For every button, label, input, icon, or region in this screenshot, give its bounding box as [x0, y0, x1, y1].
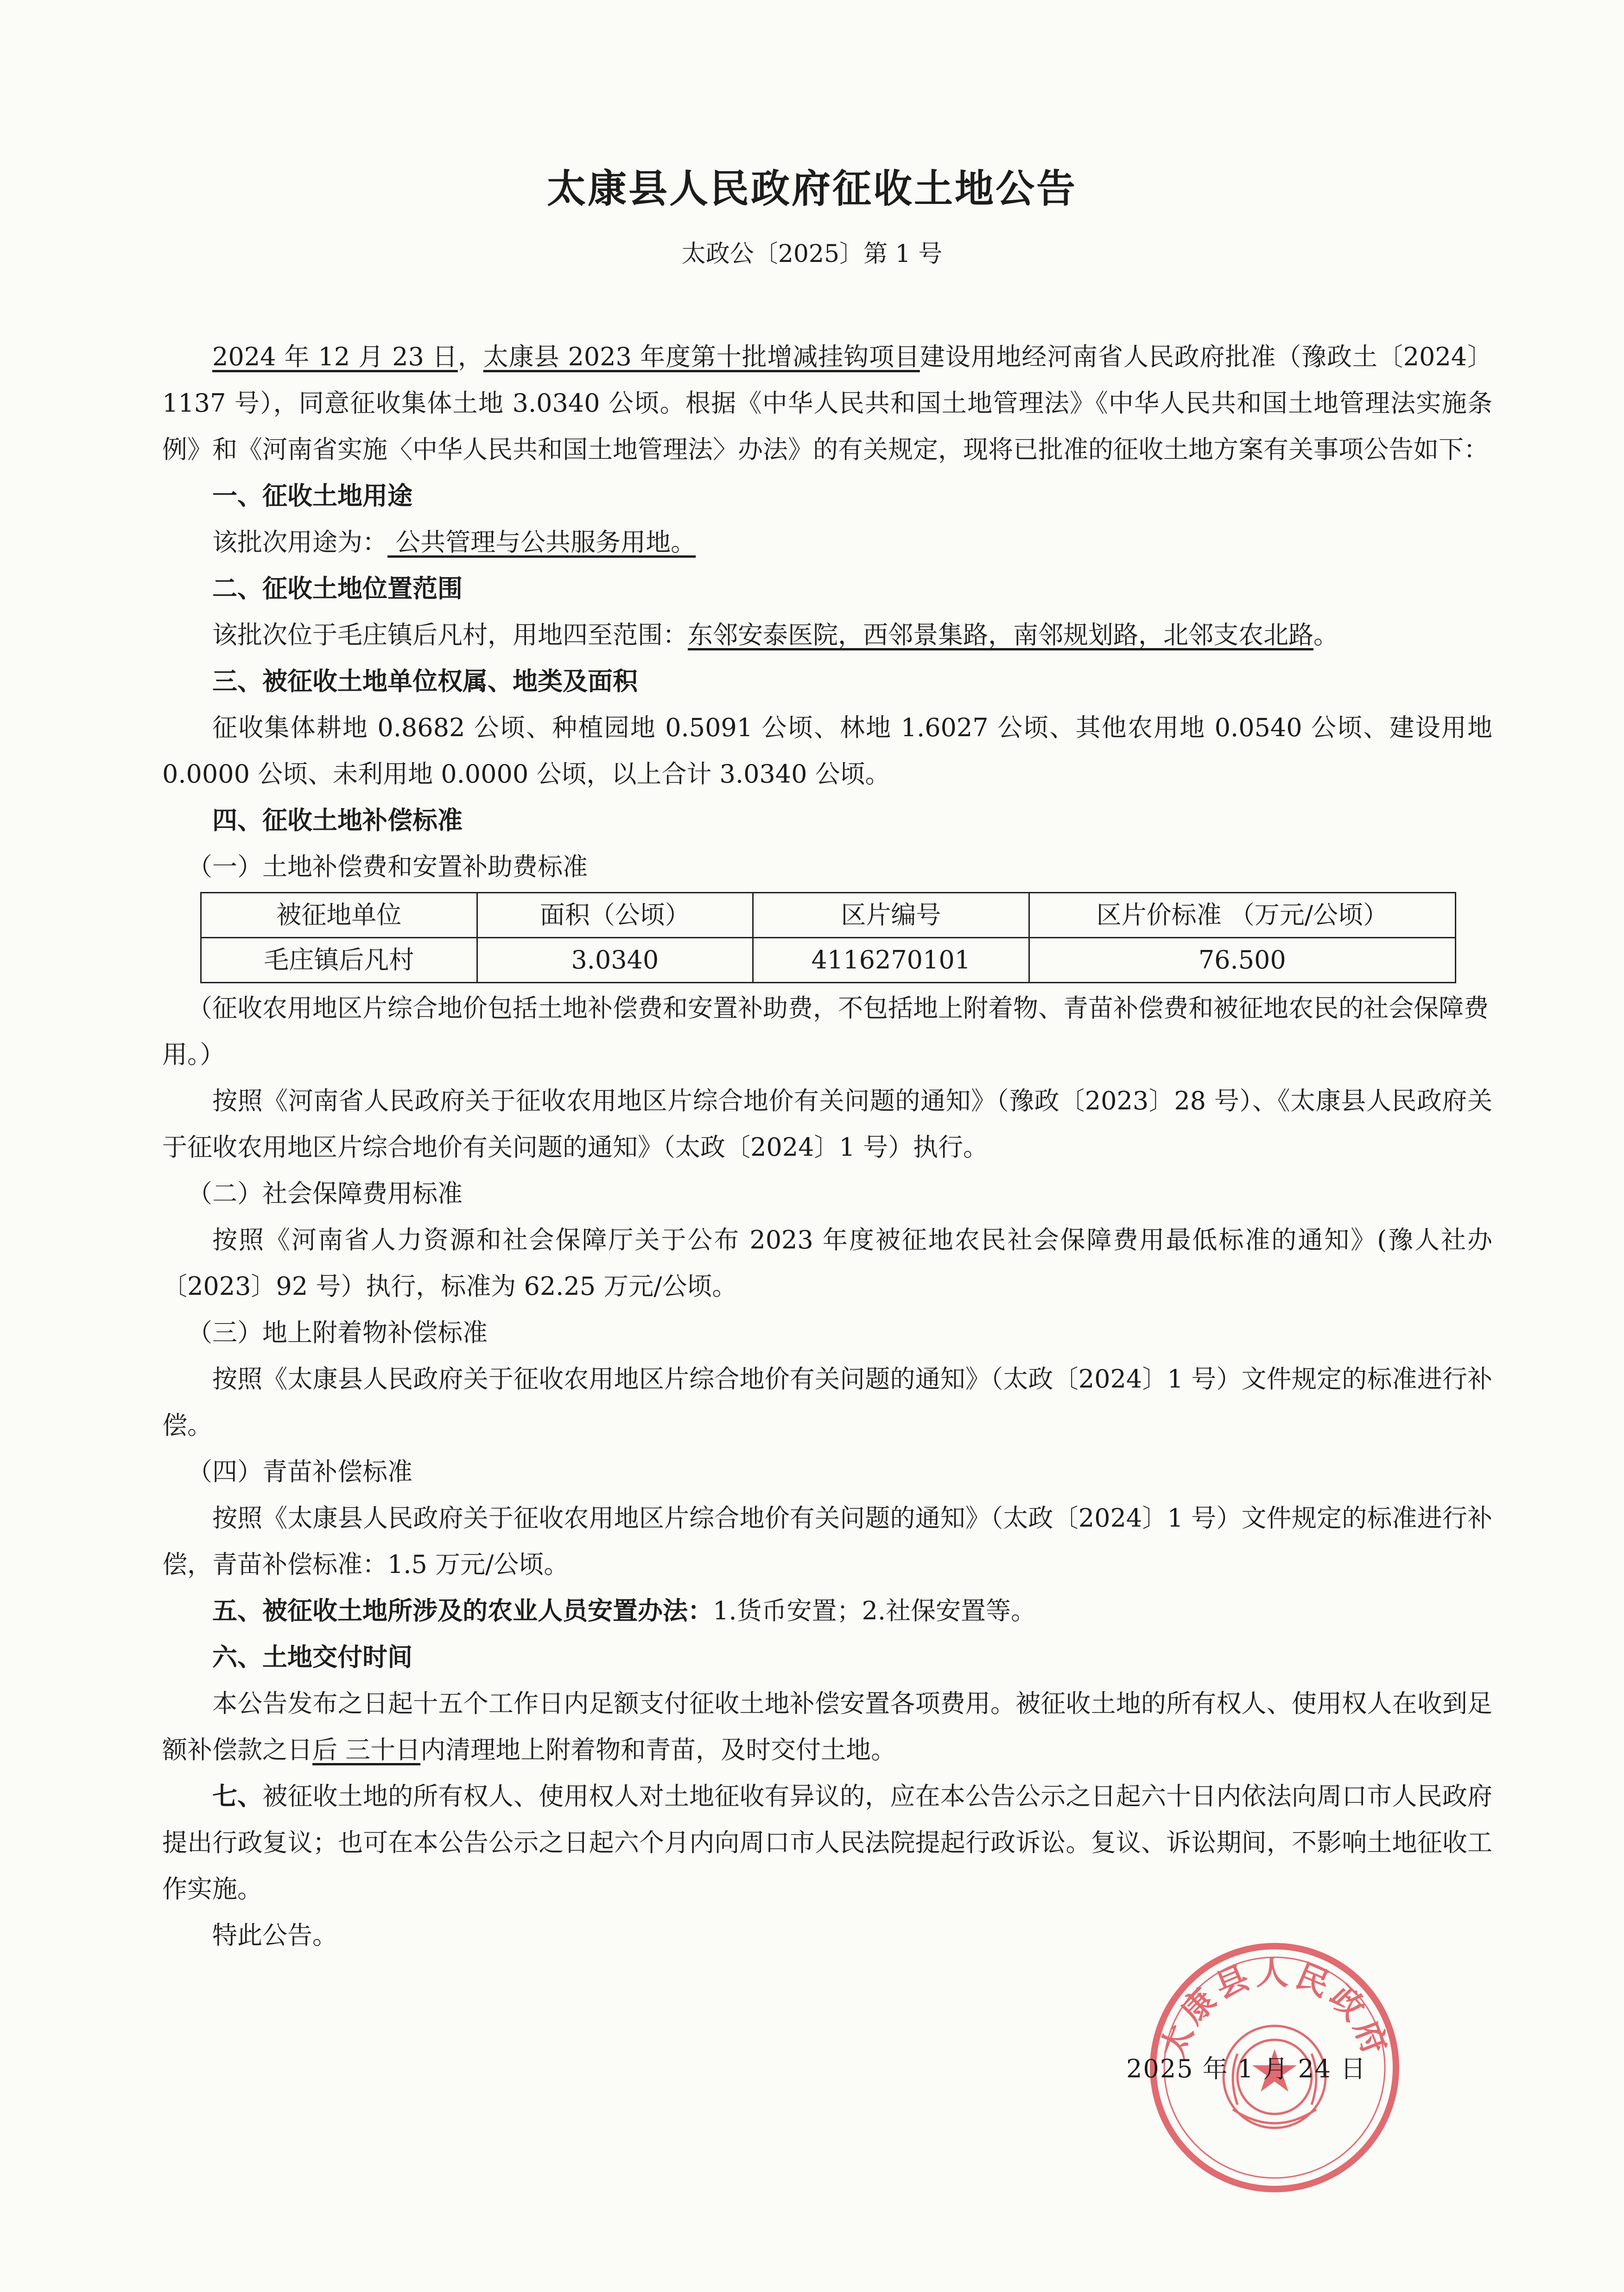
table-cell: 76.500: [1029, 938, 1455, 983]
table-row: [201, 938, 1456, 983]
compensation-table: [200, 892, 1456, 983]
document-body: [162, 334, 1492, 1959]
boundary-value: 东邻安泰医院，西邻景集路，南邻规划路，北邻支农北路: [688, 620, 1313, 649]
seal-text: 太康县人民政府: [1153, 1954, 1396, 2064]
signature-date: 2025 年 1 月 24 日: [1126, 2054, 1367, 2083]
section-6-text: 本公告发布之日起十五个工作日内足额支付征收土地补偿安置各项费用。被征收土地的所有权人、使用权人在收到足额补偿款之日后 三十日内清理地上附着物和青苗，及时交付土地。: [162, 1689, 1492, 1764]
section-3-heading: 三、被征收土地单位权属、地类及面积: [212, 667, 638, 696]
intro-project: 太康县 2023 年度第十批增减挂钩项目: [483, 342, 920, 371]
table-cell: 4116270101: [753, 938, 1029, 983]
section-4-sub-2: （二）社会保障费用标准: [187, 1179, 463, 1208]
table-header-cell: 区片价标准 （万元/公顷）: [1029, 893, 1455, 938]
table-cell: 毛庄镇后凡村: [201, 938, 477, 983]
section-7: [162, 1773, 1492, 1912]
section-3-text: 征收集体耕地 0.8682 公顷、种植园地 0.5091 公顷、林地 1.6027 公顷、其他农用地 0.0540 公顷、建设用地 0.0000 公顷、未利用地 0.0000 公顷，以上合计 3.0340 公顷。: [162, 713, 1492, 789]
section-2-text: 该批次位于毛庄镇后凡村，用地四至范围：东邻安泰医院，西邻景集路，南邻规划路，北邻支农北路。: [212, 620, 1339, 649]
section-4-sub-3-text: 按照《太康县人民政府关于征收农用地区片综合地价有关问题的通知》（太政〔2024〕1 号）文件规定的标准进行补偿。: [162, 1364, 1492, 1440]
document-number: 太政公〔2025〕第 1 号: [681, 240, 943, 268]
section-4-sub-4: （四）青苗补偿标准: [187, 1457, 412, 1486]
section-4-sub-2-text: 按照《河南省人力资源和社会保障厅关于公布 2023 年度被征地农民社会保障费用最低标准的通知》(豫人社办〔2023〕92 号）执行，标准为 62.25 万元/公顷。: [162, 1225, 1492, 1301]
section-1-text: 该批次用途为： 公共管理与公共服务用地。: [212, 528, 696, 557]
section-5: [162, 1588, 1492, 1634]
table-header-cell: 被征地单位: [201, 893, 477, 938]
section-2-heading: 二、征收土地位置范围: [212, 574, 463, 603]
land-use-value: 公共管理与公共服务用地。: [387, 528, 696, 557]
section-4-basis: 按照《河南省人民政府关于征收农用地区片综合地价有关问题的通知》（豫政〔2023〕28 号）、《太康县人民政府关于征收农用地区片综合地价有关问题的通知》（太政〔2024〕1 号）执行。: [162, 1086, 1492, 1162]
table-header-cell: 区片编号: [753, 893, 1029, 938]
table-header-row: [201, 893, 1456, 938]
section-4-heading: 四、征收土地补偿标准: [212, 806, 463, 835]
section-4-sub-3: （三）地上附着物补偿标准: [187, 1318, 488, 1347]
delivery-period: 后 三十日: [312, 1735, 421, 1764]
section-4-note: （征收农用地区片综合地价包括土地补偿费和安置补助费，不包括地上附着物、青苗补偿费和被征地农民的社会保障费用。）: [162, 993, 1489, 1069]
section-7-text: 被征收土地的所有权人、使用权人对土地征收有异议的，应在本公告公示之日起六十日内依法向周口市人民政府提出行政复议；也可在本公告公示之日起六个月内向周口市人民法院提起行政诉讼。复议、诉讼期间，不影响土地征收工作实施。: [162, 1782, 1493, 1904]
table-header-cell: 面积（公顷）: [477, 893, 753, 938]
intro-paragraph: 2024 年 12 月 23 日，太康县 2023 年度第十批增减挂钩项目建设用地经河南省人民政府批准（豫政土〔2024〕1137 号），同意征收集体土地 3.0340 公顷。根据《中华人民共和国土地管理法》《中华人民共和国土地管理法实施条例》和《河南省实施〈中华人民共和国土地管理法〉办法》的有关规定，现将已批准的征收土地方案有关事项公告如下：: [162, 342, 1492, 464]
section-5-text: 1.货币安置；2.社保安置等。: [713, 1596, 1036, 1625]
section-5-heading: 五、被征收土地所涉及的农业人员安置办法：: [212, 1596, 713, 1625]
table-cell: 3.0340: [477, 938, 753, 983]
svg-text:太康县人民政府: [1153, 1954, 1396, 2063]
section-4-sub-4-text: 按照《太康县人民政府关于征收农用地区片综合地价有关问题的通知》（太政〔2024〕1 号）文件规定的标准进行补偿，青苗补偿标准：1.5 万元/公顷。: [162, 1503, 1492, 1579]
section-7-heading: 七、: [212, 1782, 263, 1811]
section-6-heading: 六、土地交付时间: [212, 1643, 412, 1672]
intro-date: 2024 年 12 月 23 日: [212, 342, 458, 371]
closing-text: 特此公告。: [212, 1921, 337, 1950]
section-4-sub-1: （一）土地补偿费和安置补助费标准: [187, 852, 588, 881]
document-title: 太康县人民政府征收土地公告: [546, 166, 1077, 211]
section-1-heading: 一、征收土地用途: [212, 481, 412, 510]
